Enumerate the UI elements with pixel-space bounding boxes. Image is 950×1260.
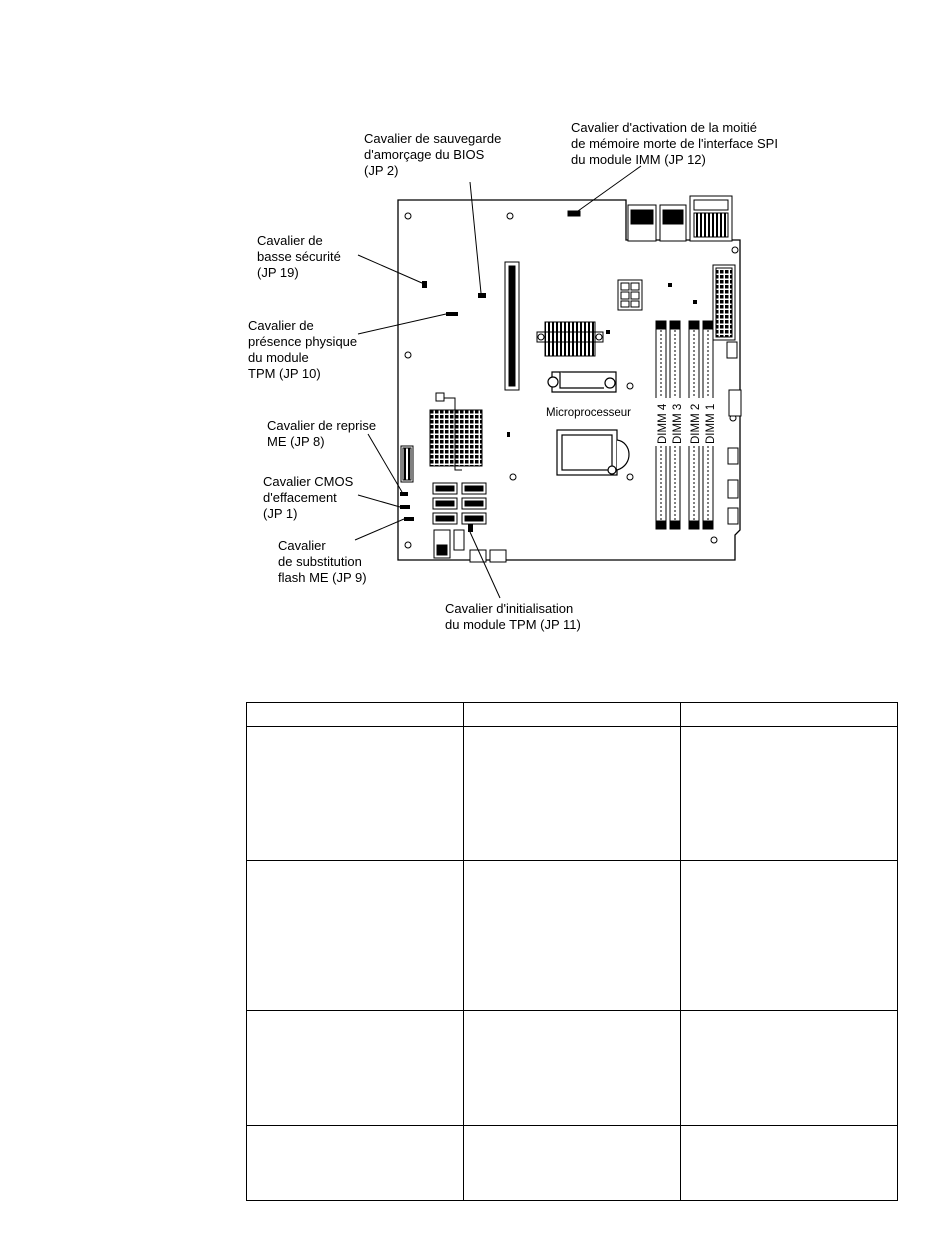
me-recovery-label: Cavalier de reprise ME (JP 8) bbox=[267, 418, 377, 449]
table-cell bbox=[464, 1011, 681, 1126]
table-cell bbox=[247, 1126, 464, 1201]
cmos-clear-label: Cavalier CMOS d'effacement (JP 1) bbox=[263, 474, 354, 521]
jp10-jumper bbox=[446, 312, 458, 316]
dimm3-label: DIMM 3 bbox=[672, 403, 684, 444]
jp9-jumper bbox=[404, 517, 414, 521]
me-flash-label: Cavalier de substitution flash ME (JP 9) bbox=[278, 538, 367, 585]
table-cell bbox=[681, 1011, 898, 1126]
bios-backup-label: Cavalier de sauvegarde d'amorçage du BIOS (JP 2) bbox=[364, 131, 502, 178]
table-cell bbox=[464, 861, 681, 1011]
main-power-connector bbox=[713, 265, 735, 340]
jp1-jumper bbox=[400, 505, 410, 509]
dimm4-label: DIMM 4 bbox=[657, 403, 669, 444]
jumper-settings-table bbox=[246, 702, 898, 1201]
table-cell bbox=[247, 1011, 464, 1126]
table-cell bbox=[681, 1126, 898, 1201]
jp2-jumper bbox=[478, 293, 486, 298]
dimm2-label: DIMM 2 bbox=[690, 403, 702, 444]
table-header-cell bbox=[681, 703, 898, 727]
table-row bbox=[247, 861, 898, 1011]
tpm-init-label: Cavalier d'initialisation du module TPM (JP 11) bbox=[445, 601, 581, 632]
table-header-cell bbox=[464, 703, 681, 727]
dimm1-label: DIMM 1 bbox=[705, 403, 717, 444]
table-cell bbox=[247, 861, 464, 1011]
front-panel-header bbox=[401, 446, 413, 482]
tpm-presence-label: Cavalier de présence physique du module TPM (JP 10) bbox=[248, 318, 358, 381]
table-cell bbox=[681, 727, 898, 861]
pci-slot bbox=[505, 262, 519, 390]
table-header-row bbox=[247, 703, 898, 727]
table-cell bbox=[247, 727, 464, 861]
table-row bbox=[247, 727, 898, 861]
microprocessor-label: Microprocesseur bbox=[546, 407, 631, 419]
table-row bbox=[247, 1011, 898, 1126]
low-security-label: Cavalier de basse sécurité (JP 19) bbox=[257, 233, 341, 280]
table-row bbox=[247, 1126, 898, 1201]
table-cell bbox=[464, 727, 681, 861]
table-cell bbox=[681, 861, 898, 1011]
table-header-cell bbox=[247, 703, 464, 727]
vrm-heatsink bbox=[537, 322, 603, 356]
aux-power-connector bbox=[618, 280, 642, 310]
cpu-retention-upper bbox=[548, 372, 616, 392]
jp11-jumper bbox=[468, 524, 473, 532]
jp19-jumper bbox=[422, 281, 427, 288]
imm-spi-label: Cavalier d'activation de la moitié de mémoire morte de l'interface SPI du module IMM (JP 12) bbox=[571, 120, 778, 167]
table-cell bbox=[464, 1126, 681, 1201]
jp8-jumper bbox=[400, 492, 408, 496]
